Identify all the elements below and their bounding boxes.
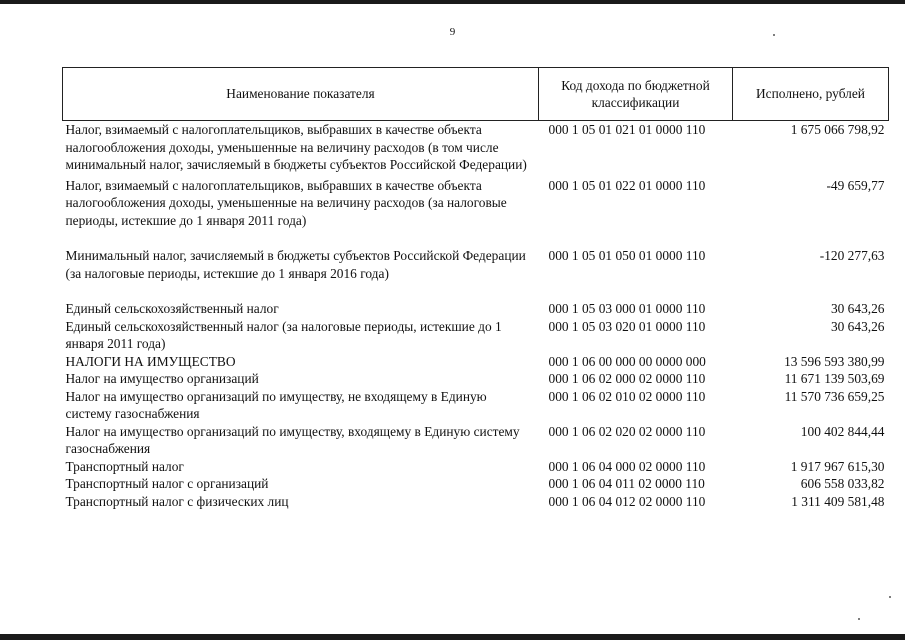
row-amount: 13 596 593 380,99 bbox=[784, 353, 885, 369]
row-name: Налог, взимаемый с налогоплательщиков, выбравших в качестве объекта налогообложения доходы, уменьшенные на величину расходов (за налоговые периоды, истекшие до 1 января 2011 года) bbox=[65, 177, 507, 228]
table-row bbox=[63, 353, 889, 371]
scan-edge-top bbox=[0, 0, 905, 4]
table-row bbox=[63, 300, 889, 318]
row-code: 000 1 05 03 000 01 0000 110 bbox=[548, 301, 706, 316]
row-code: 000 1 06 02 000 02 0000 110 bbox=[548, 371, 706, 386]
header-name: Наименование показателя bbox=[63, 68, 539, 121]
row-code: 000 1 06 02 010 02 0000 110 bbox=[548, 388, 706, 404]
row-amount: 30 643,26 bbox=[830, 301, 885, 316]
row-amount: 100 402 844,44 bbox=[800, 423, 885, 439]
row-code: 000 1 06 02 020 02 0000 110 bbox=[548, 423, 706, 439]
table-row bbox=[63, 423, 889, 458]
scan-speck bbox=[858, 618, 860, 620]
table-row bbox=[63, 318, 889, 353]
table-row bbox=[63, 177, 889, 248]
row-name: Минимальный налог, зачисляемый в бюджеты субъектов Российской Федерации (за налоговые периоды, истекшие до 1 января 2016 года) bbox=[65, 248, 526, 281]
row-code: 000 1 05 01 050 01 0000 110 bbox=[548, 248, 706, 263]
row-name: Единый сельскохозяйственный налог bbox=[65, 301, 279, 316]
row-amount: -120 277,63 bbox=[819, 248, 885, 263]
row-name: Налог на имущество организаций по имуществу, не входящему в Единую систему газоснабжения bbox=[65, 388, 487, 421]
row-name: НАЛОГИ НА ИМУЩЕСТВО bbox=[65, 353, 236, 369]
row-name: Транспортный налог bbox=[65, 458, 184, 474]
table-header-row bbox=[63, 68, 889, 121]
row-code: 000 1 06 04 011 02 0000 110 bbox=[548, 476, 705, 491]
row-amount: -49 659,77 bbox=[826, 177, 885, 193]
row-amount: 1 675 066 798,92 bbox=[790, 122, 885, 137]
header-code: Код дохода по бюджетной классификации bbox=[539, 68, 733, 121]
row-name: Налог на имущество организаций bbox=[65, 371, 259, 386]
row-name: Налог на имущество организаций по имуществу, входящему в Единую систему газоснабжения bbox=[65, 423, 520, 456]
page-number: 9 bbox=[449, 26, 456, 38]
table-row bbox=[63, 247, 889, 300]
row-code: 000 1 06 00 000 00 0000 000 bbox=[548, 353, 706, 369]
scan-edge-bottom bbox=[0, 634, 905, 640]
row-name: Налог, взимаемый с налогоплательщиков, выбравших в качестве объекта налогообложения доходы, уменьшенные на величину расходов (в том числе минимальный налог, зачисляемый в бюджеты субъектов Российской Федерации) bbox=[65, 122, 527, 172]
table-row bbox=[63, 121, 889, 177]
row-amount: 1 917 967 615,30 bbox=[790, 458, 885, 474]
row-amount: 30 643,26 bbox=[830, 318, 885, 334]
row-code: 000 1 05 01 022 01 0000 110 bbox=[548, 177, 706, 193]
header-amount: Исполнено, рублей bbox=[733, 68, 889, 121]
row-name: Транспортный налог с организаций bbox=[65, 476, 269, 491]
scan-speck bbox=[773, 34, 775, 36]
revenue-table bbox=[62, 67, 889, 510]
table-row bbox=[63, 493, 889, 511]
row-name: Единый сельскохозяйственный налог (за налоговые периоды, истекшие до 1 января 2011 года) bbox=[65, 318, 502, 351]
scan-speck bbox=[889, 596, 891, 598]
row-code: 000 1 06 04 000 02 0000 110 bbox=[548, 458, 706, 474]
row-code: 000 1 05 03 020 01 0000 110 bbox=[548, 318, 706, 334]
row-amount: 606 558 033,82 bbox=[800, 476, 885, 491]
table-row bbox=[63, 388, 889, 423]
table-row bbox=[63, 458, 889, 476]
row-code: 000 1 05 01 021 01 0000 110 bbox=[548, 122, 706, 137]
row-amount: 1 311 409 581,48 bbox=[791, 493, 885, 509]
row-amount: 11 671 139 503,69 bbox=[784, 371, 885, 386]
row-code: 000 1 06 04 012 02 0000 110 bbox=[548, 493, 706, 509]
table-row bbox=[63, 370, 889, 388]
row-amount: 11 570 736 659,25 bbox=[784, 388, 885, 404]
row-name: Транспортный налог с физических лиц bbox=[65, 493, 289, 509]
table-row bbox=[63, 475, 889, 493]
